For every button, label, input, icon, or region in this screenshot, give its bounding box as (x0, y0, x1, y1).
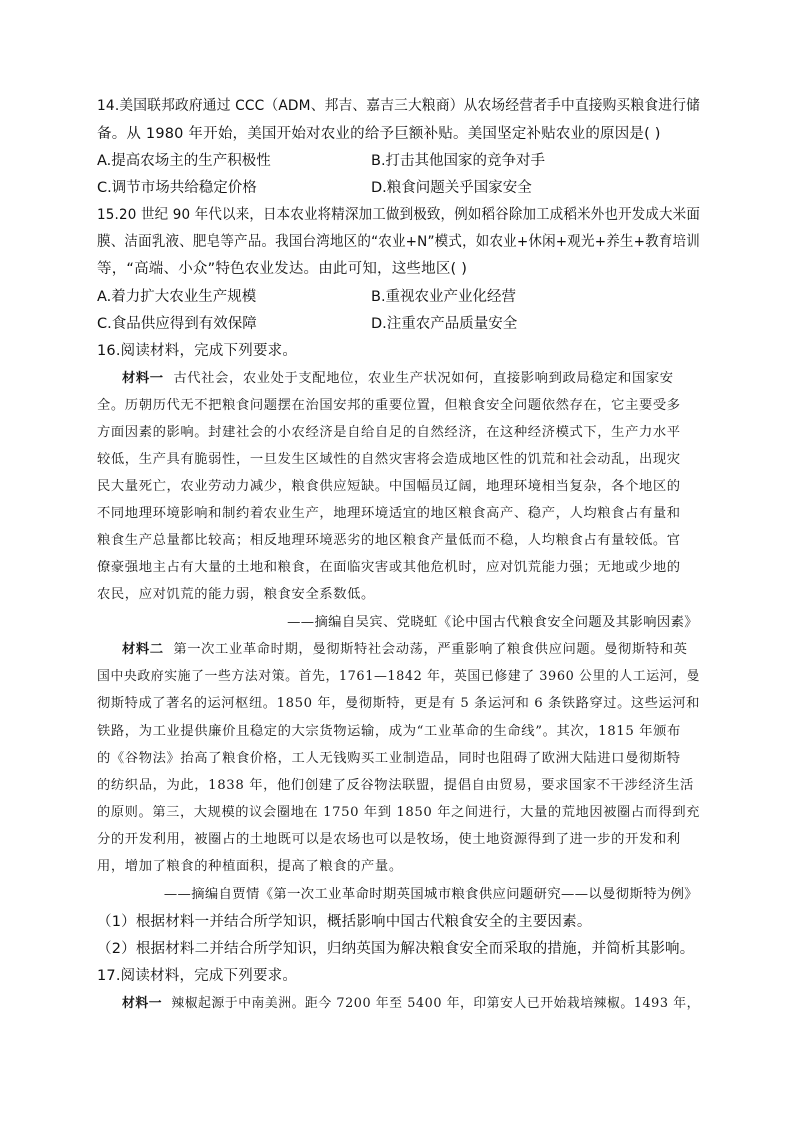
q14-stem-line-2: 备。从 1980 年开始，美国开始对农业的给予巨额补贴。美国坚定补贴农业的原因是( ) (97, 126, 661, 142)
q15-option-a: A.着力扩大农业生产规模 (97, 289, 257, 305)
q15-stem-line-1: 15.20 世纪 90 年代以来，日本农业将精深加工做到极致，例如稻谷除加工成稻米外也开发成大米面 (97, 207, 701, 223)
q15-stem-line-3: 等，“高端、小众”特色农业发达。由此可知，这些地区( ) (97, 261, 468, 277)
q17-material1-first-line (122, 994, 700, 1014)
q16-material2-line: 用，增加了粮食的种植面积，提高了粮食的产量。 (97, 859, 403, 874)
q16-material1-line: 粮食生产总量都比较高；相反地理环境恶劣的地区粮食产量低而不稳，人均粮食占有量较低。官 (97, 533, 681, 548)
q17-stem: 17.阅读材料，完成下列要求。 (97, 968, 298, 984)
q16-material1-source: ——摘编自吴宾、党晓虹《论中国古代粮食安全问题及其影响因素》 (287, 615, 698, 630)
q16-material1-line: 农民，应对饥荒的能力弱，粮食安全系数低。 (97, 587, 375, 602)
q16-material2-label: 材料二 (122, 642, 164, 657)
q15-stem-line-2: 膜、洁面乳液、肥皂等产品。我国台湾地区的“农业+N”模式，如农业+休闲+观光+养生+教育培训 (97, 234, 700, 250)
q16-stem: 16.阅读材料，完成下列要求。 (97, 343, 298, 359)
q16-material2-line: 的原则。第三，大规模的议会圈地在 1750 年到 1850 年之间进行，大量的荒地因被圈占而得到充 (97, 805, 700, 820)
q16-task-1: （1）根据材料一并结合所学知识，概括影响中国古代粮食安全的主要因素。 (97, 914, 592, 930)
q14-option-b: B.打击其他国家的竞争对手 (371, 153, 546, 169)
q17-material1-label: 材料一 (122, 996, 163, 1011)
q16-material1-line: 全。历朝历代无不把粮食问题摆在治国安邦的重要位置，但粮食安全问题依然存在，它主要受多 (97, 398, 681, 413)
q16-material2-line: 分的开发利用，被圈占的土地既可以是农场也可以是牧场，使土地资源得到了进一步的开发和利 (97, 832, 681, 847)
q16-material2-source: ——摘编自贾情《第一次工业革命时期英国城市粮食供应问题研究——以曼彻斯特为例》 (163, 887, 698, 902)
q16-material1-text: 古代社会，农业处于支配地位，农业生产状况如何，直接影响到政局稳定和国家安 (173, 371, 674, 386)
q16-material1-line: 不同地理环境影响和制约着农业生产，地理环境适宜的地区粮食高产、稳产，人均粮食占有量和 (97, 506, 681, 521)
q14-option-c: C.调节市场共给稳定价格 (97, 180, 257, 196)
q15-option-b: B.重视农业产业化经营 (371, 289, 517, 305)
q16-material2-text: 第一次工业革命时期，曼彻斯特社会动荡，严重影响了粮食供应问题。曼彻斯特和英 (173, 642, 688, 657)
q16-material1-line: 方面因素的影响。封建社会的小农经济是自给自足的自然经济，在这种经济模式下，生产力水平 (97, 425, 681, 440)
q16-task-2: （2）根据材料二并结合所学知识，归纳英国为解决粮食安全而采取的措施，并简析其影响。 (97, 941, 695, 957)
q16-material2-line: 的纺织品，为此，1838 年，他们创建了反谷物法联盟，提倡自由贸易，要求国家不干涉经济生活 (97, 778, 694, 793)
q16-material2-line: 国中央政府实施了一些方法对策。首先，1761—1842 年，英国已修建了 3960 公里的人工运河，曼 (97, 669, 700, 684)
q16-material1-first-line (122, 369, 674, 389)
q15-option-c: C.食品供应得到有效保障 (97, 316, 257, 332)
q14-option-a: A.提高农场主的生产积极性 (97, 153, 271, 169)
q14-stem-line-1: 14.美国联邦政府通过 CCC（ADM、邦吉、嘉吉三大粮商）从农场经营者手中直接购买粮食进行储 (97, 98, 700, 114)
q16-material2-line: 的《谷物法》抬高了粮食价格，工人无钱购买工业制造品，同时也阻碍了欧洲大陆进口曼彻斯特 (97, 751, 681, 766)
q16-material1-line: 民大量死亡，农业劳动力减少，粮食供应短缺。中国幅员辽阔，地理环境相当复杂，各个地区的 (97, 479, 681, 494)
q14-option-d: D.粮食问题关乎国家安全 (371, 180, 532, 196)
q16-material2-line: 彻斯特成了著名的运河枢纽。1850 年，曼彻斯特，更是有 5 条运河和 6 条铁路穿过。这些运河和 (97, 696, 700, 711)
q17-material1-text: 辣椒起源于中南美洲。距今 7200 年至 5400 年，印第安人已开始栽培辣椒。1493 年， (171, 996, 700, 1011)
q16-material1-label: 材料一 (122, 371, 164, 386)
q16-material1-line: 僚豪强地主占有大量的土地和粮食，在面临灾害或其他危机时，应对饥荒能力强；无地或少地的 (97, 560, 681, 575)
q16-material2-line: 铁路，为工业提供廉价且稳定的大宗货物运输，成为“工业革命的生命线”。其次，1815 年颁布 (97, 724, 681, 739)
q15-option-d: D.注重农产品质量安全 (371, 316, 518, 332)
q16-material1-line: 较低，生产具有脆弱性，一旦发生区域性的自然灾害将会造成地区性的饥荒和社会动乱，出现灾 (97, 452, 681, 467)
q16-material2-first-line (122, 640, 688, 660)
